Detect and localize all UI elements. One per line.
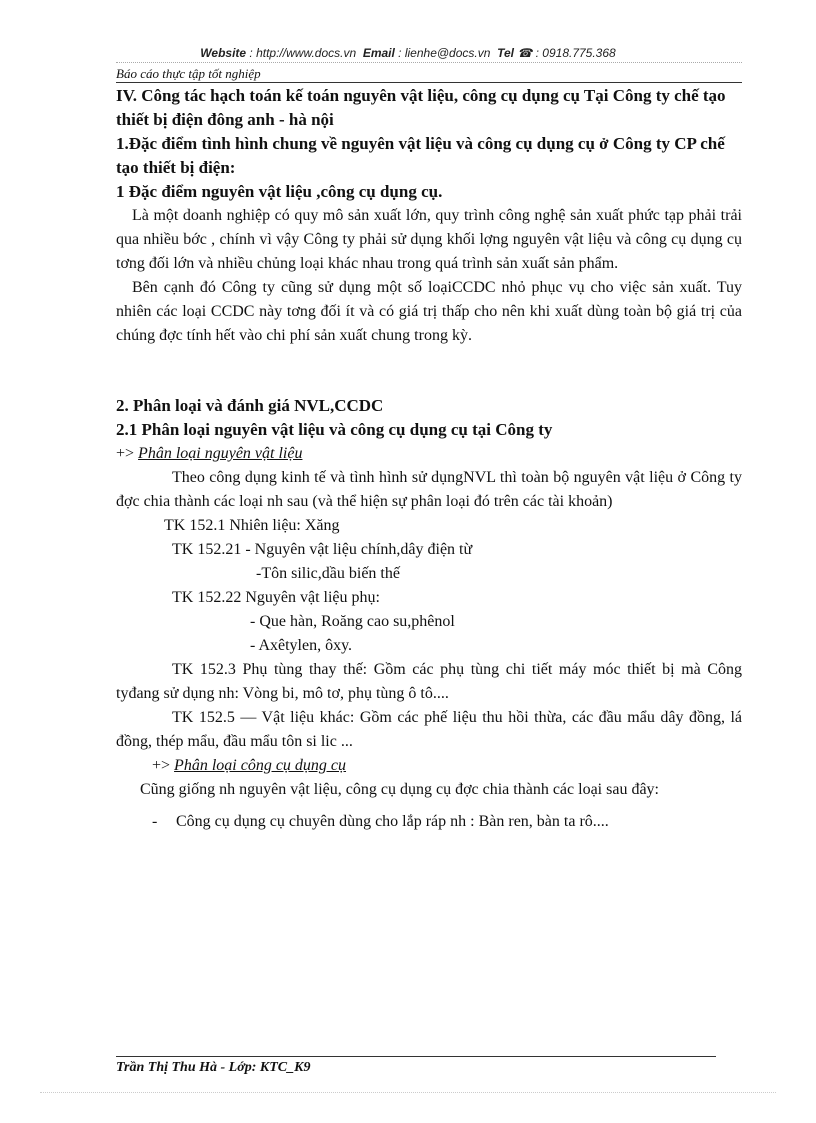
heading-1: 1.Đặc điểm tình hình chung về nguyên vật liệu và công cụ dụng cụ ở Công ty CP chế tạo thiết bị điện: [116,134,725,177]
tel-value: : 0918.775.368 [535,46,616,60]
subheading-prefix: +> [152,757,171,774]
report-header [116,66,742,83]
phone-icon: ☎ [517,46,533,60]
footer-author: Trần Thị Thu Hà - Lớp: KTC_K9 [116,1060,311,1075]
paragraph-5: TK 152.5 — Vật liệu khác: Gồm các phế liệu thu hồi thừa, các đầu mẩu dây đồng, lá đồng, thép mẩu, đầu mẩu tôn si lic ... [116,709,742,750]
paragraph-2: Bên cạnh đó Công ty cũng sử dụng một số loạiCCDC nhỏ phục vụ cho việc sản xuất. Tuy nhiên các loại CCDC này tơng đối ít và có giá trị thấp cho nên khi xuất dùng toàn bộ giá trị của chúng đợc tính hết vào chi phí sản xuất chung trong kỳ. [116,279,742,344]
heading-1-1: 1 Đặc điểm nguyên vật liệu ,công cụ dụng cụ. [116,182,443,201]
subheading-ccdc [116,754,742,778]
tk-152-22-a: - Que hàn, Roăng cao su,phênol [250,613,455,630]
tel-label: Tel [497,46,514,60]
website-label: Website [200,46,247,60]
bullet-dash: - [152,813,158,830]
footer-divider [116,1056,716,1057]
heading-2-1: 2.1 Phân loại nguyên vật liệu và công cụ dụng cụ tại Công ty [116,420,553,439]
paragraph-4: TK 152.3 Phụ tùng thay thế: Gồm các phụ tùng chi tiết máy móc thiết bị mà Công tyđang sử dụng nh: Vòng bi, mô tơ, phụ tùng ô tô.... [116,661,742,702]
paragraph-1: Là một doanh nghiệp có quy mô sản xuất lớn, quy trình công nghệ sản xuất phức tạp phải trải qua nhiều bớc , chính vì vậy Công ty phải sử dụng khối lợng nguyên vật liệu và công cụ dụng cụ tơng đối lớn và nhiều chủng loại khác nhau trong quá trình sản xuất sản phẩm. [116,207,742,272]
email-value[interactable]: : lienhe@docs.vn [398,46,491,60]
paragraph-6: Cũng giống nh nguyên vật liệu, công cụ dụng cụ đợc chia thành các loại sau đây: [140,781,659,798]
tk-152-21-b: -Tôn silic,dầu biến thế [256,565,400,582]
paragraph-3: Theo công dụng kinh tế và tình hình sử dụngNVL thì toàn bộ nguyên vật liệu ở Công ty đợc chia thành các loại nh sau (và thể hiện sự phân loại đó trên các tài khoản) [116,469,742,510]
document-body [116,84,742,834]
heading-2: 2. Phân loại và đánh giá NVL,CCDC [116,396,384,415]
subheading-prefix: +> [116,445,135,462]
site-info-bar [0,46,816,60]
tk-152-1: TK 152.1 Nhiên liệu: Xăng [164,517,340,534]
bullet-text: Công cụ dụng cụ chuyên dùng cho lắp ráp nh : Bàn ren, bàn ta rô.... [176,813,609,830]
subheading-ccdc-text: Phân loại công cụ dụng cụ [174,757,347,774]
heading-section-iv: IV. Công tác hạch toán kế toán nguyên vật liệu, công cụ dụng cụ Tại Công ty chế tạo thiết bị điện đông anh - hà nội [116,86,726,129]
tk-152-21: TK 152.21 - Nguyên vật liệu chính,dây điện từ [172,541,473,558]
tk-152-22: TK 152.22 Nguyên vật liệu phụ: [172,589,380,606]
subheading-nvl-text: Phân loại nguyên vật liệu [138,445,303,462]
report-title: Báo cáo thực tập tốt nghiệp [116,66,261,81]
website-value[interactable]: : http://www.docs.vn [249,46,357,60]
bullet-item [116,810,742,834]
email-label: Email [362,46,395,60]
tk-152-22-b: - Axêtylen, ôxy. [250,637,353,654]
subheading-nvl [116,442,742,466]
page-bottom-border [40,1092,776,1093]
